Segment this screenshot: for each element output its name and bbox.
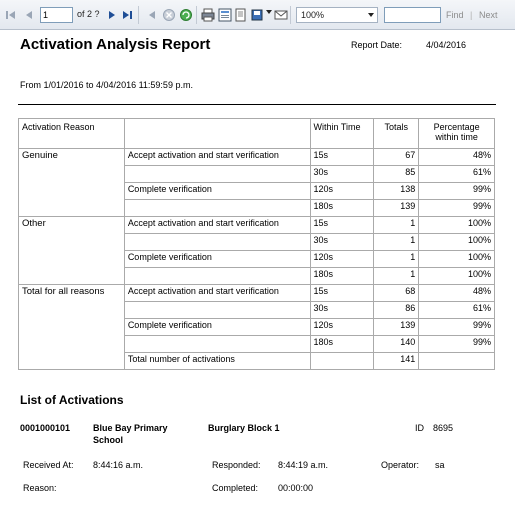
last-page-icon[interactable] [123, 10, 132, 20]
total-cell: 86 [374, 302, 419, 319]
responded-label: Responded: [212, 460, 261, 470]
total-activations-label: Total number of activations [124, 353, 310, 370]
toolbar-separator [290, 6, 291, 24]
table-header-row [19, 119, 495, 149]
action-cell: Accept activation and start verification [124, 149, 310, 166]
header-percentage [419, 119, 495, 149]
time-cell: 180s [310, 200, 374, 217]
id-value: 8695 [433, 423, 454, 433]
action-cell [124, 302, 310, 319]
total-cell: 140 [374, 336, 419, 353]
responded-value: 8:44:19 a.m. [278, 460, 329, 470]
report-viewer-toolbar [0, 0, 515, 30]
zoom-select[interactable] [296, 7, 378, 23]
percentage-cell: 99% [419, 200, 495, 217]
operator-label: Operator: [381, 460, 420, 470]
list-of-activations-title: List of Activations [20, 393, 124, 407]
refresh-icon[interactable] [179, 8, 193, 22]
report-page [0, 30, 515, 513]
total-cell: 139 [374, 319, 419, 336]
time-cell: 30s [310, 166, 374, 183]
percentage-cell: 61% [419, 166, 495, 183]
total-cell: 138 [374, 183, 419, 200]
back-icon[interactable] [145, 8, 159, 22]
header-percentage-line1: Percentage [433, 122, 480, 132]
time-cell: 120s [310, 319, 374, 336]
header-action [124, 119, 310, 149]
current-page-input[interactable] [40, 7, 73, 23]
total-cell: 68 [374, 285, 419, 302]
print-layout-icon[interactable] [218, 8, 232, 22]
time-cell: 30s [310, 302, 374, 319]
header-percentage-line2: within time [435, 132, 478, 142]
percentage-cell: 99% [419, 183, 495, 200]
total-cell: 139 [374, 200, 419, 217]
time-cell: 180s [310, 336, 374, 353]
account-number: 0001000101 [20, 423, 71, 433]
percentage-cell: 61% [419, 302, 495, 319]
reason-label: Reason: [23, 483, 57, 493]
percentage-cell: 100% [419, 268, 495, 285]
time-cell [310, 353, 374, 370]
action-cell [124, 200, 310, 217]
email-icon[interactable] [274, 8, 288, 22]
find-button[interactable]: Find [446, 10, 464, 20]
time-cell: 180s [310, 268, 374, 285]
time-cell: 120s [310, 251, 374, 268]
total-cell: 1 [374, 234, 419, 251]
action-cell: Complete verification [124, 183, 310, 200]
action-cell [124, 234, 310, 251]
action-cell [124, 268, 310, 285]
customer-name-line2: School [93, 435, 124, 445]
table-row [19, 285, 495, 302]
time-cell: 30s [310, 234, 374, 251]
time-cell: 15s [310, 217, 374, 234]
next-page-icon[interactable] [108, 10, 117, 20]
report-title: Activation Analysis Report [20, 36, 211, 53]
table-row [19, 217, 495, 234]
report-date-value: 4/04/2016 [426, 40, 467, 50]
page-count-label: of 2 ? [77, 9, 100, 19]
reason-cell: Genuine [19, 149, 125, 217]
find-separator: | [470, 10, 473, 20]
report-date-label: Report Date: [351, 40, 403, 50]
title-divider [18, 104, 496, 105]
action-cell: Accept activation and start verification [124, 217, 310, 234]
percentage-cell: 48% [419, 285, 495, 302]
percentage-cell [419, 353, 495, 370]
activation-analysis-table [18, 118, 495, 370]
action-cell [124, 166, 310, 183]
header-within-time: Within Time [310, 119, 374, 149]
export-icon[interactable] [251, 8, 265, 22]
percentage-cell: 100% [419, 234, 495, 251]
total-cell: 1 [374, 268, 419, 285]
total-cell: 67 [374, 149, 419, 166]
action-cell: Accept activation and start verification [124, 285, 310, 302]
percentage-cell: 99% [419, 336, 495, 353]
toolbar-separator [138, 6, 139, 24]
id-label: ID [415, 423, 424, 433]
action-cell [124, 336, 310, 353]
percentage-cell: 100% [419, 217, 495, 234]
page-setup-icon[interactable] [234, 8, 248, 22]
total-cell: 1 [374, 217, 419, 234]
toolbar-separator [196, 6, 197, 24]
percentage-cell: 48% [419, 149, 495, 166]
reason-cell: Total for all reasons [19, 285, 125, 370]
total-activations-value: 141 [374, 353, 419, 370]
chevron-down-icon [368, 13, 374, 17]
time-cell: 15s [310, 149, 374, 166]
print-icon[interactable] [201, 8, 215, 22]
header-totals: Totals [374, 119, 419, 149]
completed-value: 00:00:00 [278, 483, 314, 493]
header-activation-reason: Activation Reason [19, 119, 125, 149]
find-input[interactable] [384, 7, 441, 23]
completed-label: Completed: [212, 483, 259, 493]
reason-cell: Other [19, 217, 125, 285]
zone-name: Burglary Block 1 [208, 423, 280, 433]
previous-page-icon[interactable] [24, 10, 33, 20]
percentage-cell: 99% [419, 319, 495, 336]
time-cell: 120s [310, 183, 374, 200]
export-dropdown-icon[interactable] [266, 10, 272, 14]
operator-value: sa [435, 460, 445, 470]
customer-name-line1: Blue Bay Primary [93, 423, 168, 433]
action-cell: Complete verification [124, 319, 310, 336]
time-cell: 15s [310, 285, 374, 302]
find-next-button[interactable]: Next [479, 10, 498, 20]
stop-icon[interactable] [162, 8, 176, 22]
date-range: From 1/01/2016 to 4/04/2016 11:59:59 p.m. [20, 80, 193, 90]
first-page-icon[interactable] [6, 10, 15, 20]
total-cell: 85 [374, 166, 419, 183]
total-cell: 1 [374, 251, 419, 268]
table-row [19, 149, 495, 166]
zoom-value: 100% [301, 10, 325, 20]
percentage-cell: 100% [419, 251, 495, 268]
received-at-value: 8:44:16 a.m. [93, 460, 144, 470]
action-cell: Complete verification [124, 251, 310, 268]
received-at-label: Received At: [23, 460, 74, 470]
